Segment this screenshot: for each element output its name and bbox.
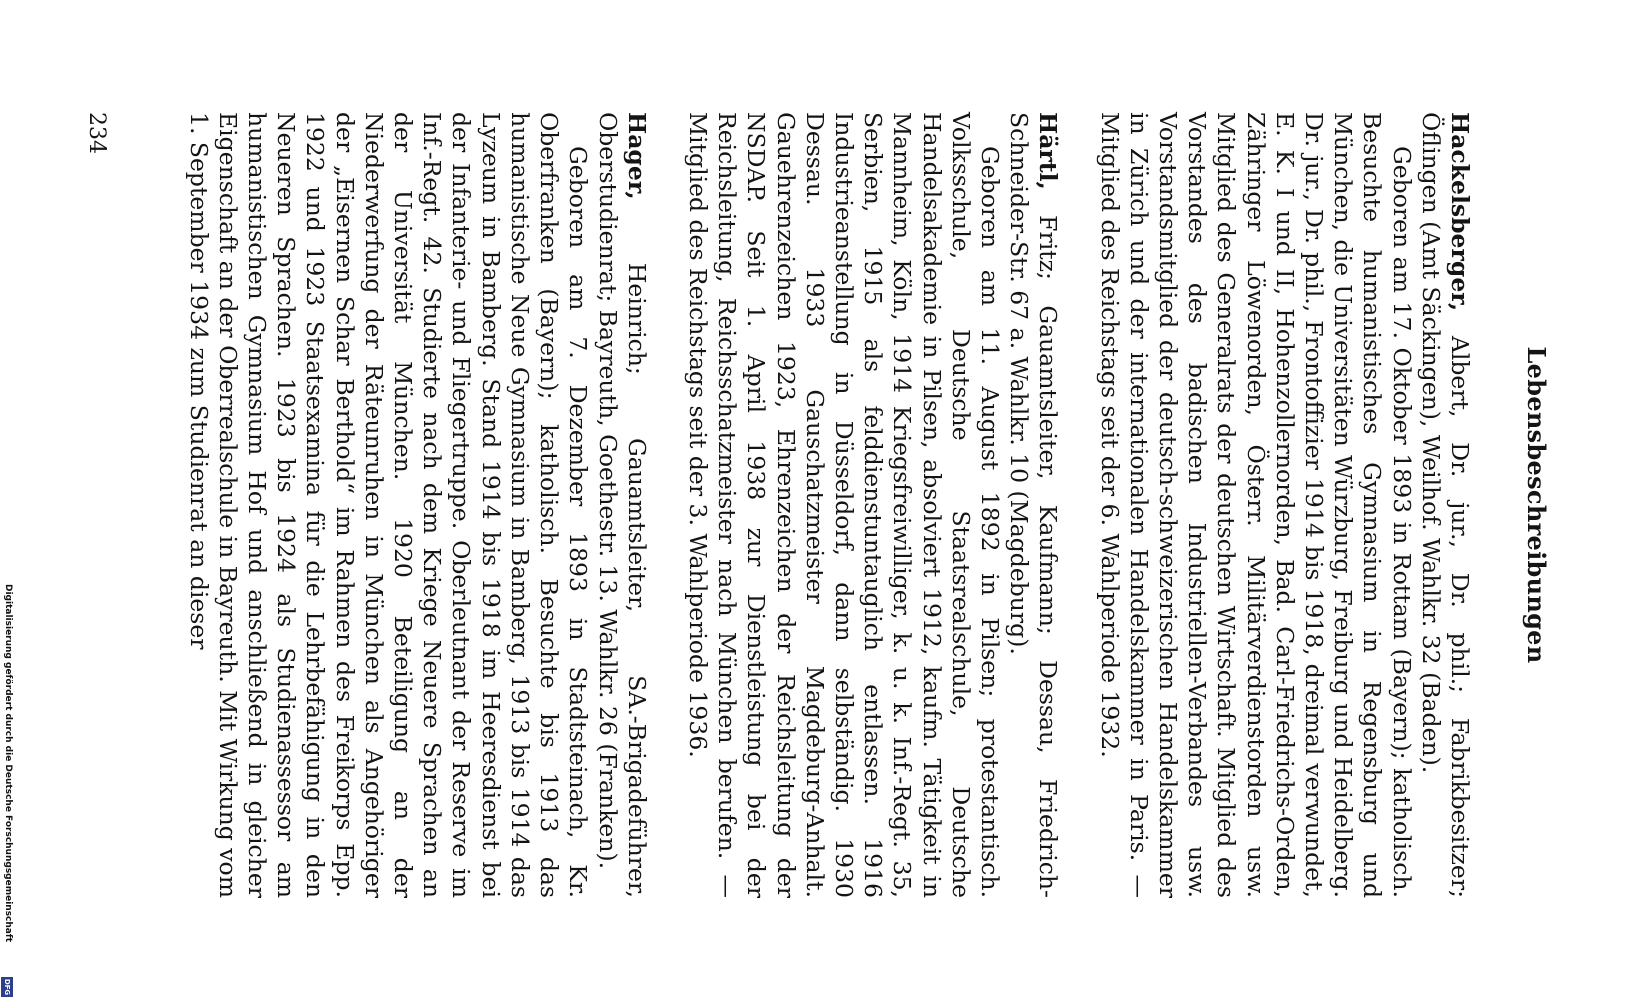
- entry-heading: [592, 112, 650, 898]
- entry-name: Hackelsberger,: [1446, 112, 1474, 312]
- entry-body: Geboren am 7. Dezember 1893 in Stadtsteinach, Kr. Oberfranken (Bayern); katholisch. Besuchte bis 1913 das humanistische Neue Gymnasium in Bamberg, 1913 bis 1914 das Lyzeum in Bamberg. Stand 1914 bis 1918 im Heeresdienst bei der Infanterie- und Fliegertruppe. Oberleutnant der Reserve im Inf.-Regt. 42. Studierte nach dem Kriege Neuere Sprachen an der Universität München. 1920 Beteiligung an der Niederwerfung der Räteunruhen in München als Angehöriger der „Eisernen Schar Berthold“ im Rahmen des Freikorps Epp. 1922 und 1923 Staatsexamina für die Lehrbefähigung in den Neueren Sprachen. 1923 bis 1924 als Studienassessor am humanistischen Gymnasium Hof und anschließend in gleicher Eigenschaft an der Oberrealschule in Bayreuth. Mit Wirkung vom 1. September 1934 zum Studienrat an dieser: [184, 112, 593, 898]
- entry-heading: [1416, 112, 1474, 898]
- dfg-logo-icon: [1, 977, 13, 997]
- entry-heading: [1004, 112, 1062, 898]
- page-number: 234: [84, 112, 109, 154]
- running-head: Lebensbeschreibungen: [1522, 346, 1551, 664]
- entry-body: Geboren am 11. August 1892 in Pilsen; protestantisch. Volksschule, Deutsche Staatsrealschule, Deutsche Handelsakademie in Pilsen, absolviert 1912, kaufm. Tätigkeit in Mannheim, Köln, 1914 Kriegsfreiwilliger, k. u. k. Inf.-Regt. 35, Serbien, 1915 als felddienstuntauglich entlassen. 1916 Industrieanstellung in Düsseldorf, dann selbständig. 1930 Dessau. 1933 Gauschatzmeister Magdeburg-Anhalt. Gauehrenzeichen 1923, Ehrenzeichen der Reichsleitung der NSDAP. Seit 1. April 1938 zur Dienstleistung bei der Reichsleitung, Reichsschatzmeister nach München berufen. — Mitglied des Reichstags seit der 3. Wahlperiode 1936.: [683, 112, 1004, 898]
- book-page: [46, 20, 1606, 980]
- entry-details: Fritz; Gauamtsleiter, Kaufmann; Dessau, Friedrich-Schneider-Str. 67 a. Wahlkr. 10 (Magdeburg).: [1005, 112, 1063, 898]
- biography-entry: [683, 112, 1063, 898]
- biography-entry: [183, 112, 650, 898]
- dfg-logo-text: DFG: [3, 978, 11, 996]
- biography-entry: [1094, 112, 1474, 898]
- entry-name: Härtl,: [1034, 112, 1063, 190]
- digitization-credit: Digitalisierung gefördert durch die Deutsche Forschungsgemeinschaft: [3, 584, 13, 943]
- entry-details: Heinrich; Gauamtsleiter, SA.-Brigadeführer, Oberstudienrat; Bayreuth, Goethestr. 13. Wahlkr. 26 (Franken).: [593, 112, 651, 898]
- digitization-credit-strip: [0, 585, 14, 1000]
- entry-details: Albert, Dr. jur., Dr. phil.; Fabrikbesitzer; Öflingen (Amt Säckingen), Weilhof. Wahlkr. 32 (Baden).: [1416, 112, 1474, 898]
- entry-body: Geboren am 17. Oktober 1893 in Rottam (Bayern); katholisch. Besuchte humanistisches Gymnasium in Regensburg und München, die Universitäten Würzburg, Freiburg und Heidelberg. Dr. jur., Dr. phil., Frontoffizier 1914 bis 1918, dreimal verwundet, E. K. I und II, Hohenzollernorden, Bad. Carl-Friedrichs-Orden, Zähringer Löwenorden, Österr. Militärverdienstorden usw. Mitglied des Generalrats der deutschen Wirtschaft. Mitglied des Vorstandes des badischen Industriellen-Verbandes usw. Vorstandsmitglied der deutsch-schweizerischen Handelskammer in Zürich und der internationalen Handelskammer in Paris. — Mitglied des Reichstags seit der 6. Wahlperiode 1932.: [1095, 112, 1416, 898]
- entry-name: Hager,: [622, 112, 651, 200]
